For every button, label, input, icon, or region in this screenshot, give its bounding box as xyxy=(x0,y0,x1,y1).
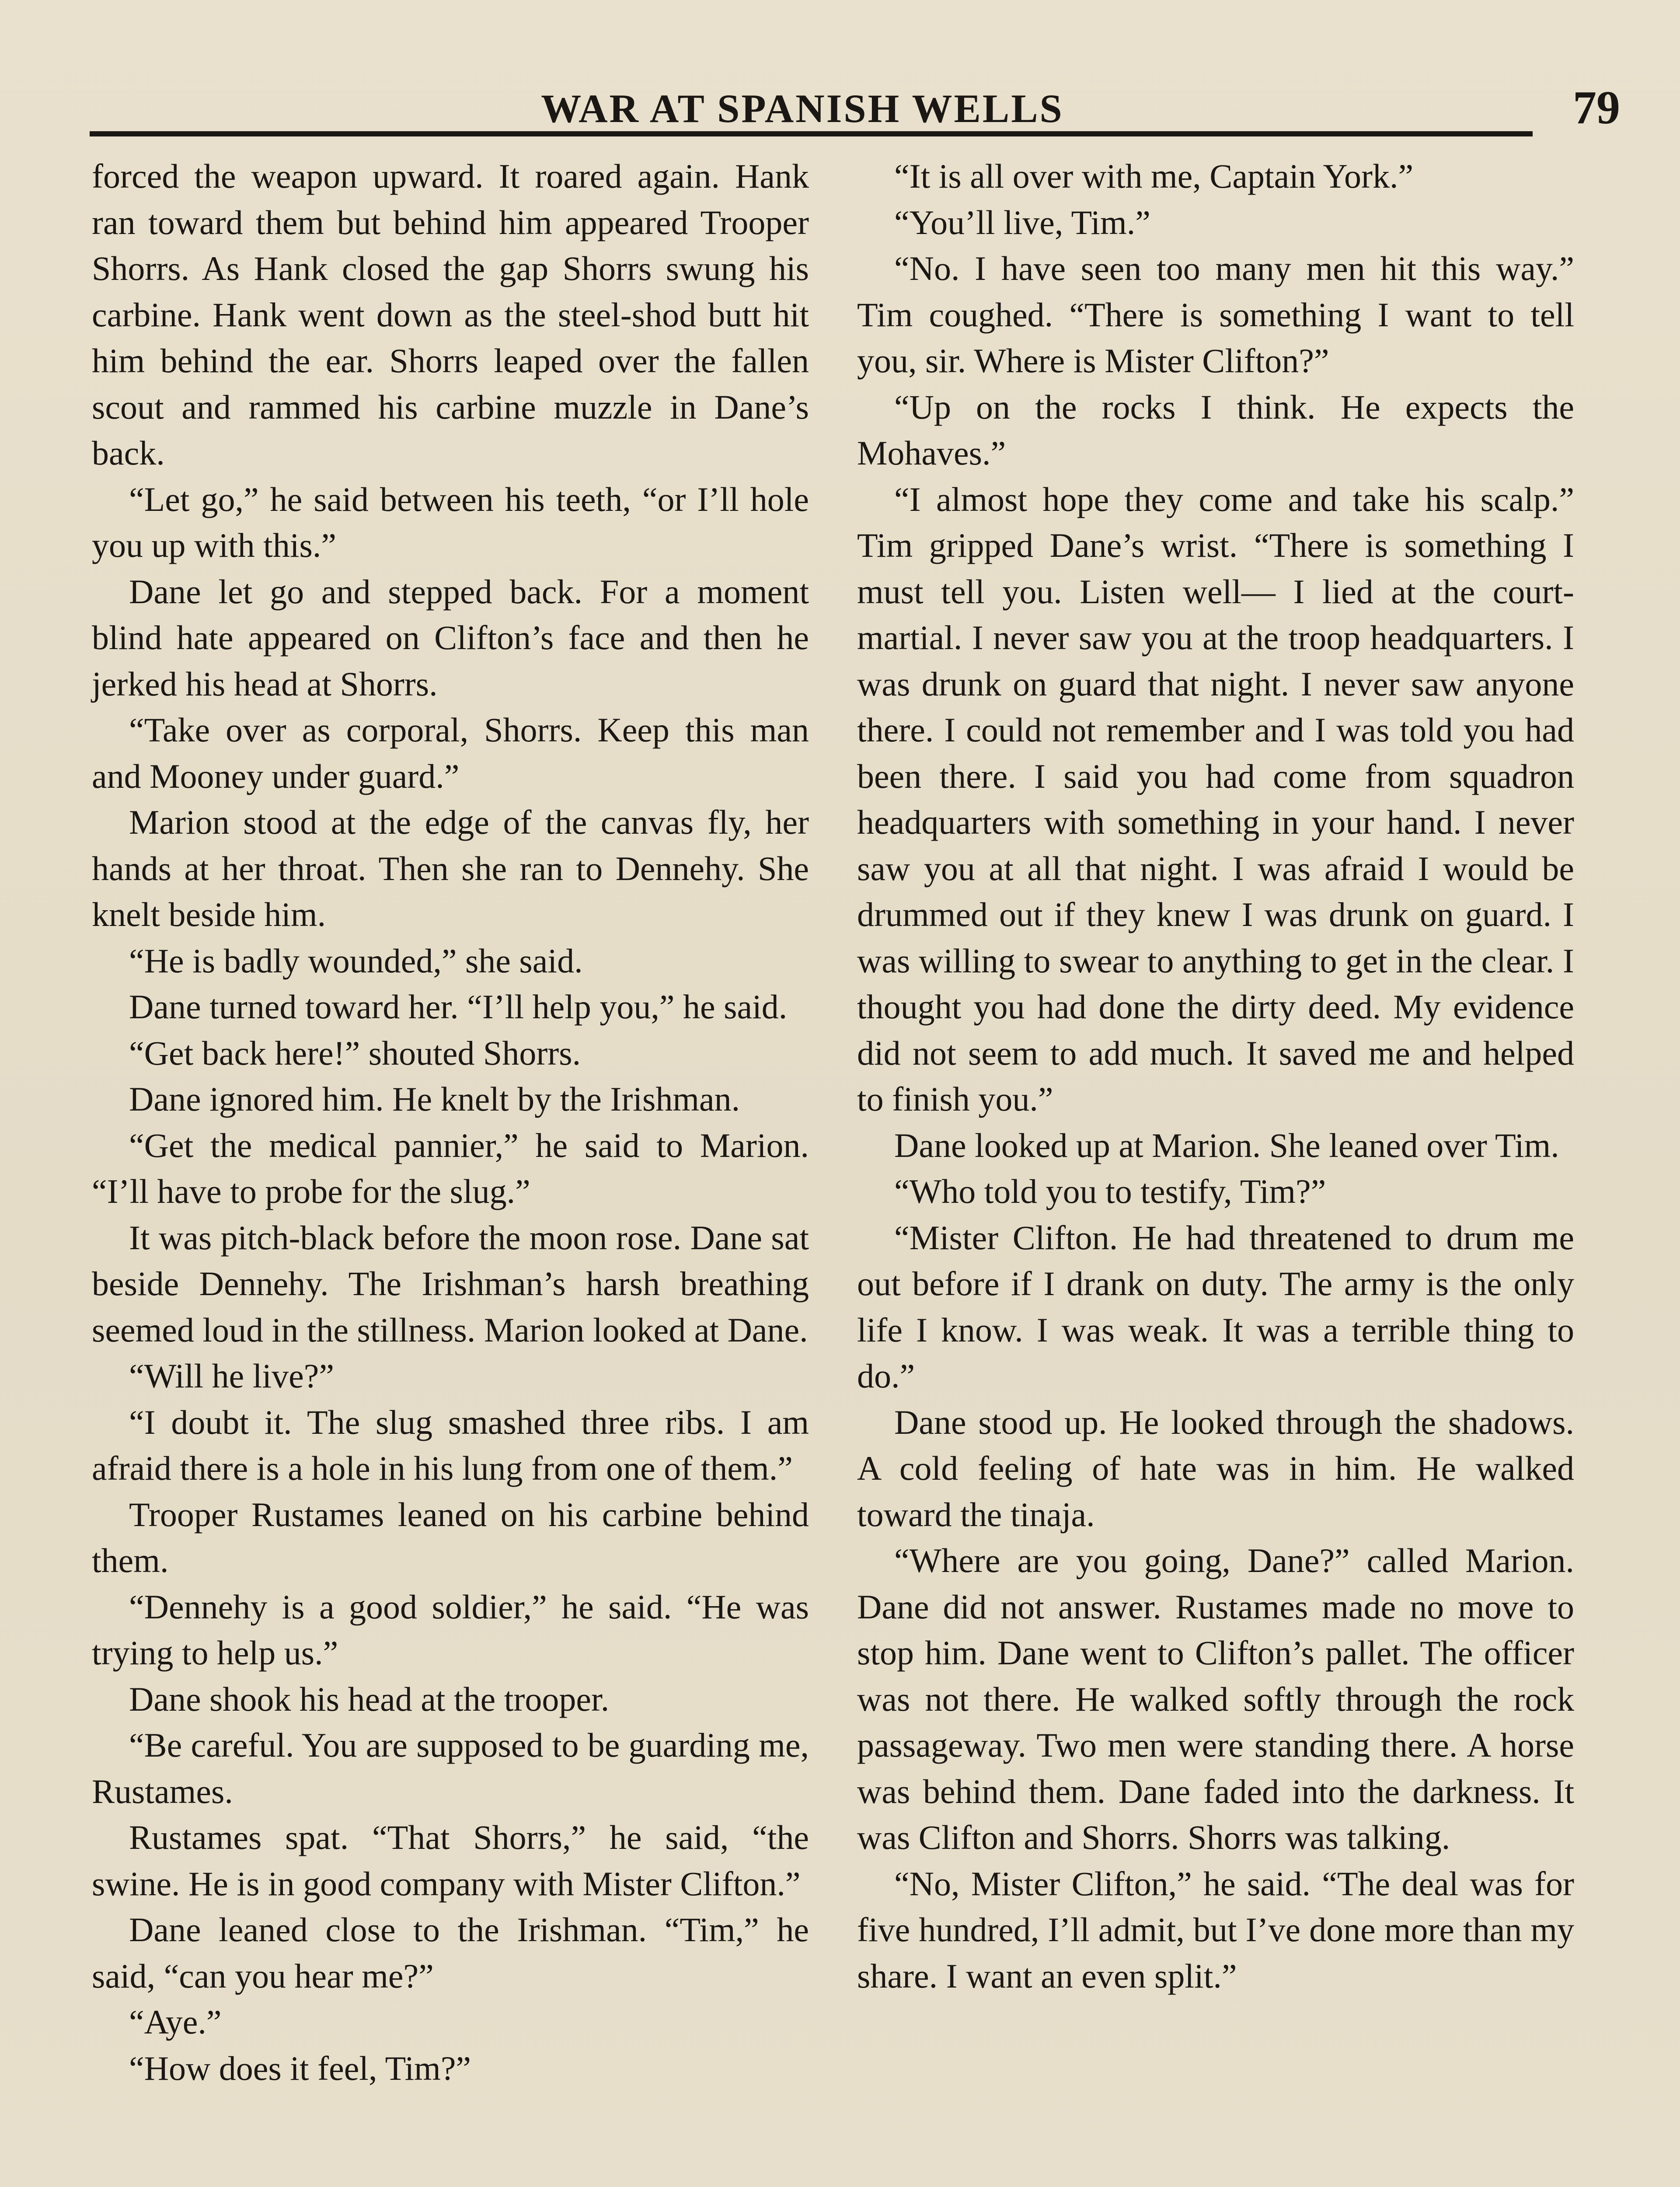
paragraph: “I doubt it. The slug smashed three ribs. I am afraid there is a hole in his lung from one of them.” xyxy=(92,1403,809,1487)
paragraph: “It is all over with me, Captain York.” xyxy=(894,157,1414,195)
paragraph: “I almost hope they come and take his scalp.” Tim gripped Dane’s wrist. “There is something I must tell you. Listen well— I lied at the court-martial. I never saw you at the troop headquarters. I was drunk on guard that night. I never saw anyone there. I could not remember and I was told you had been there. I said you had come from squadron headquarters with something in your hand. I never saw you at all that night. I was afraid I would be drummed out if they knew I was drunk on guard. I was willing to swear to anything to get in the clear. I thought you had done the dirty deed. My evidence did not seem to add much. It saved me and helped to finish you.” xyxy=(857,480,1574,1118)
paragraph: “No, Mister Clifton,” he said. “The deal was for five hundred, I’ll admit, but I’ve done more than my share. I want an even split.” xyxy=(857,1864,1574,1995)
paragraph: forced the weapon upward. It roared again. Hank ran toward them but behind him appeared Trooper Shorrs. As Hank closed the gap Shorrs swung his carbine. Hank went down as the steel-shod butt hit him behind the ear. Shorrs leaped over the fallen scout and rammed his carbine muzzle in Dane’s back. xyxy=(92,157,809,472)
running-title: WAR AT SPANISH WELLS xyxy=(541,86,1064,131)
paragraph: Dane shook his head at the trooper. xyxy=(129,1680,610,1718)
header-rule xyxy=(90,131,1533,136)
paragraph: Marion stood at the edge of the canvas fly, her hands at her throat. Then she ran to Dennehy. She knelt beside him. xyxy=(92,803,809,933)
paragraph: “Get the medical pannier,” he said to Marion. “I’ll have to probe for the slug.” xyxy=(92,1126,809,1210)
paragraph: “You’ll live, Tim.” xyxy=(894,203,1150,241)
paragraph: “Take over as corporal, Shorrs. Keep this man and Mooney under guard.” xyxy=(92,711,809,795)
paragraph: Dane stood up. He looked through the shadows. A cold feeling of hate was in him. He walked toward the tinaja. xyxy=(857,1403,1574,1534)
paragraph: “Who told you to testify, Tim?” xyxy=(894,1172,1326,1210)
paragraph: “Get back here!” shouted Shorrs. xyxy=(129,1034,581,1072)
paragraph: Dane turned toward her. “I’ll help you,” he said. xyxy=(129,988,788,1026)
paragraph: “Be careful. You are supposed to be guarding me, Rustames. xyxy=(92,1726,809,1810)
paragraph: Rustames spat. “That Shorrs,” he said, “the swine. He is in good company with Mister Clifton.” xyxy=(92,1818,809,1903)
left-column xyxy=(92,153,809,2091)
paragraph: “Let go,” he said between his teeth, “or I’ll hole you up with this.” xyxy=(92,480,809,564)
paragraph: “Aye.” xyxy=(129,2003,222,2041)
paragraph: Dane leaned close to the Irishman. “Tim,” he said, “can you hear me?” xyxy=(92,1911,809,1995)
paragraph: Trooper Rustames leaned on his carbine behind them. xyxy=(92,1495,809,1579)
paragraph: “Dennehy is a good soldier,” he said. “He was trying to help us.” xyxy=(92,1587,809,1672)
right-column xyxy=(857,153,1574,1999)
paragraph: “Mister Clifton. He had threatened to drum me out before if I drank on duty. The army is the only life I know. I was weak. It was a terrible thing to do.” xyxy=(857,1218,1574,1395)
paragraph: “Up on the rocks I think. He expects the Mohaves.” xyxy=(857,388,1574,472)
paragraph: “Will he live?” xyxy=(129,1357,334,1395)
paragraph: Dane let go and stepped back. For a moment blind hate appeared on Clifton’s face and then he jerked his head at Shorrs. xyxy=(92,572,809,703)
paragraph: Dane looked up at Marion. She leaned over Tim. xyxy=(894,1126,1559,1164)
paragraph: “No. I have seen too many men hit this way.” Tim coughed. “There is something I want to tell you, sir. Where is Mister Clifton?” xyxy=(857,249,1574,380)
paragraph: It was pitch-black before the moon rose. Dane sat beside Dennehy. The Irishman’s harsh breathing seemed loud in the stillness. Marion looked at Dane. xyxy=(92,1218,809,1349)
paragraph: Dane ignored him. He knelt by the Irishman. xyxy=(129,1080,740,1118)
page-header xyxy=(90,66,1620,144)
page-number: 79 xyxy=(1573,82,1620,134)
paragraph: “How does it feel, Tim?” xyxy=(129,2049,471,2087)
paragraph: “He is badly wounded,” she said. xyxy=(129,941,583,980)
paragraph: “Where are you going, Dane?” called Marion. Dane did not answer. Rustames made no move to stop him. Dane went to Clifton’s pallet. The officer was not there. He walked softly through the rock passageway. Two men were standing there. A horse was behind them. Dane faded into the darkness. It was Clifton and Shorrs. Shorrs was talking. xyxy=(857,1541,1574,1856)
